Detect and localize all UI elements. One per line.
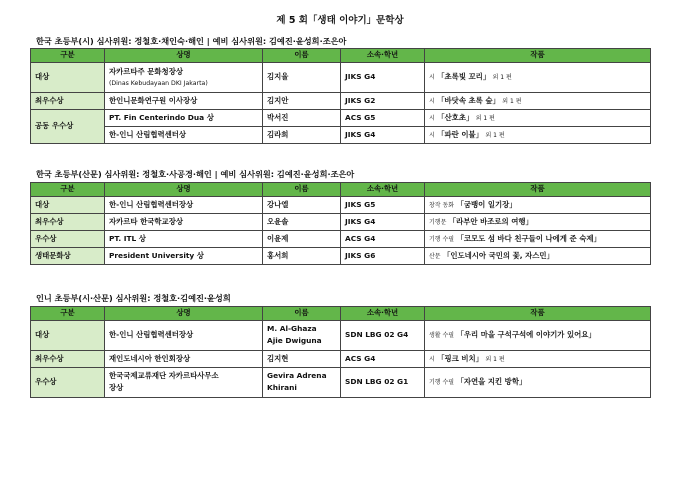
page-title: 제 5 회「생태 이야기」문학상 <box>276 15 404 26</box>
section-heading: 한국 초등부(시) 심사위원: 정철호·채인숙·해인 | 예비 심사위원: 김예진·윤성희·조은아 <box>36 36 347 46</box>
award-cell: 대상 <box>31 197 105 214</box>
award-cell: 최우수상 <box>31 351 105 368</box>
table-row <box>31 231 651 248</box>
prize-cell: 자카르타 한국학교장상 <box>105 214 263 231</box>
table-row <box>31 63 651 93</box>
school-cell: ACS G5 <box>341 110 425 127</box>
award-cell: 우수상 <box>31 231 105 248</box>
table-header-row <box>31 307 651 321</box>
work-suffix: 외 1 편 <box>485 131 505 139</box>
genre-label: 기행 수필 <box>429 235 455 243</box>
column-header: 구분 <box>31 183 105 197</box>
prize-note: (Dinas Kebudayaan DKI Jakarta) <box>109 79 208 87</box>
name-line: Khirani <box>267 383 297 392</box>
table-row <box>31 351 651 368</box>
prize-cell <box>105 63 263 93</box>
school-cell: JIKS G5 <box>341 197 425 214</box>
work-cell <box>425 127 651 144</box>
name-cell: 강나엘 <box>263 197 341 214</box>
work-title: 「파란 이불」 <box>437 129 484 139</box>
name-cell: 홍서희 <box>263 248 341 265</box>
work-title: 「자연을 지킨 방학」 <box>456 377 527 387</box>
name-cell: 김라희 <box>263 127 341 144</box>
award-table-korean-prose <box>30 182 651 265</box>
school-cell: JIKS G4 <box>341 63 425 93</box>
prize-cell: 한인니문화연구원 이사장상 <box>105 93 263 110</box>
name-cell <box>263 321 341 351</box>
award-cell: 최우수상 <box>31 93 105 110</box>
work-cell <box>425 63 651 93</box>
school-cell: SDN LBG 02 G1 <box>341 368 425 398</box>
work-suffix: 외 1 편 <box>475 114 495 122</box>
award-table-korean-poetry <box>30 48 651 144</box>
table-row <box>31 248 651 265</box>
table-header-row <box>31 183 651 197</box>
name-cell: 김지안 <box>263 93 341 110</box>
work-title: 「핑크 비치」 <box>437 353 484 363</box>
work-title: 「우리 마을 구석구석에 이야기가 있어요」 <box>456 330 596 340</box>
column-header: 상명 <box>105 183 263 197</box>
work-title: 「초록빛 꼬리」 <box>437 72 491 82</box>
school-cell: JIKS G2 <box>341 93 425 110</box>
work-cell <box>425 110 651 127</box>
name-line: Gevira Adrena <box>267 371 327 381</box>
genre-label: 창작 동화 <box>429 201 455 209</box>
column-header: 소속·학년 <box>341 49 425 63</box>
work-cell <box>425 248 651 265</box>
column-header: 상명 <box>105 307 263 321</box>
school-cell: JIKS G4 <box>341 127 425 144</box>
table-row <box>31 321 651 351</box>
column-header: 소속·학년 <box>341 183 425 197</box>
work-cell <box>425 214 651 231</box>
column-header: 작품 <box>425 49 651 63</box>
work-title: 「바닷속 초록 숲」 <box>437 95 500 105</box>
prize-cell: 한-인니 산림협력센터장상 <box>105 321 263 351</box>
table-row <box>31 93 651 110</box>
prize-cell: 재인도네시아 한인회장상 <box>105 351 263 368</box>
school-cell: JIKS G4 <box>341 214 425 231</box>
prize-name: 자카르타주 문화청장상 <box>109 67 183 77</box>
prize-cell <box>105 368 263 398</box>
award-cell: 대상 <box>31 63 105 93</box>
genre-label: 시 <box>429 131 435 139</box>
genre-label: 산문 <box>429 252 441 260</box>
name-line: M. Al-Ghaza <box>267 324 317 334</box>
table-row <box>31 127 651 144</box>
work-cell <box>425 93 651 110</box>
name-line: Ajie Dwiguna <box>267 336 322 345</box>
work-title: 「라부안 바조로의 여행」 <box>448 216 533 226</box>
award-cell: 공동 우수상 <box>31 110 105 144</box>
work-suffix: 외 1 편 <box>492 74 512 82</box>
column-header: 구분 <box>31 49 105 63</box>
award-cell: 대상 <box>31 321 105 351</box>
column-header: 이름 <box>263 49 341 63</box>
work-suffix: 외 1 편 <box>502 97 522 105</box>
section-heading: 인니 초등부(시·산문) 심사위원: 정철호·김예진·윤성희 <box>36 293 231 303</box>
prize-cell: PT. ITL 상 <box>105 231 263 248</box>
prize-cell: 한-인니 산림협력센터상 <box>105 127 263 144</box>
prize-name: 한국국제교류재단 자카르타사무소 <box>109 371 219 381</box>
column-header: 구분 <box>31 307 105 321</box>
genre-label: 기행문 <box>429 218 447 226</box>
column-header: 이름 <box>263 307 341 321</box>
table-row <box>31 197 651 214</box>
table-row <box>31 214 651 231</box>
genre-label: 시 <box>429 74 435 82</box>
name-cell: 이윤제 <box>263 231 341 248</box>
table-header-row <box>31 49 651 63</box>
column-header: 작품 <box>425 183 651 197</box>
section-heading: 한국 초등부(산문) 심사위원: 정철호·사공경·해인 | 예비 심사위원: 김예진·윤성희·조은아 <box>36 169 355 179</box>
school-cell: ACS G4 <box>341 231 425 248</box>
genre-label: 시 <box>429 114 435 122</box>
column-header: 상명 <box>105 49 263 63</box>
school-cell: JIKS G6 <box>341 248 425 265</box>
work-cell <box>425 197 651 214</box>
prize-cell: PT. Fin Centerindo Dua 상 <box>105 110 263 127</box>
name-cell: 박서진 <box>263 110 341 127</box>
name-cell <box>263 368 341 398</box>
work-cell <box>425 368 651 398</box>
name-cell: 김지율 <box>263 63 341 93</box>
column-header: 소속·학년 <box>341 307 425 321</box>
award-cell: 최우수상 <box>31 214 105 231</box>
work-cell <box>425 321 651 351</box>
genre-label: 생활 수필 <box>429 332 455 340</box>
school-cell: ACS G4 <box>341 351 425 368</box>
work-title: 「굼뱅이 일기장」 <box>456 199 517 209</box>
work-title: 「코모도 섬 바다 친구들이 나에게 준 숙제」 <box>456 233 601 243</box>
table-row <box>31 110 651 127</box>
prize-cell: 한-인니 산림협력센터장상 <box>105 197 263 214</box>
genre-label: 기행 수필 <box>429 379 455 387</box>
genre-label: 시 <box>429 355 435 363</box>
column-header: 이름 <box>263 183 341 197</box>
school-cell: SDN LBG 02 G4 <box>341 321 425 351</box>
prize-note: 장상 <box>109 383 124 392</box>
column-header: 작품 <box>425 307 651 321</box>
work-cell <box>425 351 651 368</box>
name-cell: 오윤솔 <box>263 214 341 231</box>
prize-cell: President University 상 <box>105 248 263 265</box>
award-cell: 우수상 <box>31 368 105 398</box>
work-suffix: 외 1 편 <box>485 355 505 363</box>
award-table-indonesian <box>30 306 651 398</box>
name-cell: 김지현 <box>263 351 341 368</box>
work-title: 「인도네시아 국민의 꽃, 자스민」 <box>442 250 554 260</box>
work-cell <box>425 231 651 248</box>
award-cell: 생태문화상 <box>31 248 105 265</box>
table-row <box>31 368 651 398</box>
work-title: 「산호초」 <box>437 112 474 122</box>
genre-label: 시 <box>429 97 435 105</box>
